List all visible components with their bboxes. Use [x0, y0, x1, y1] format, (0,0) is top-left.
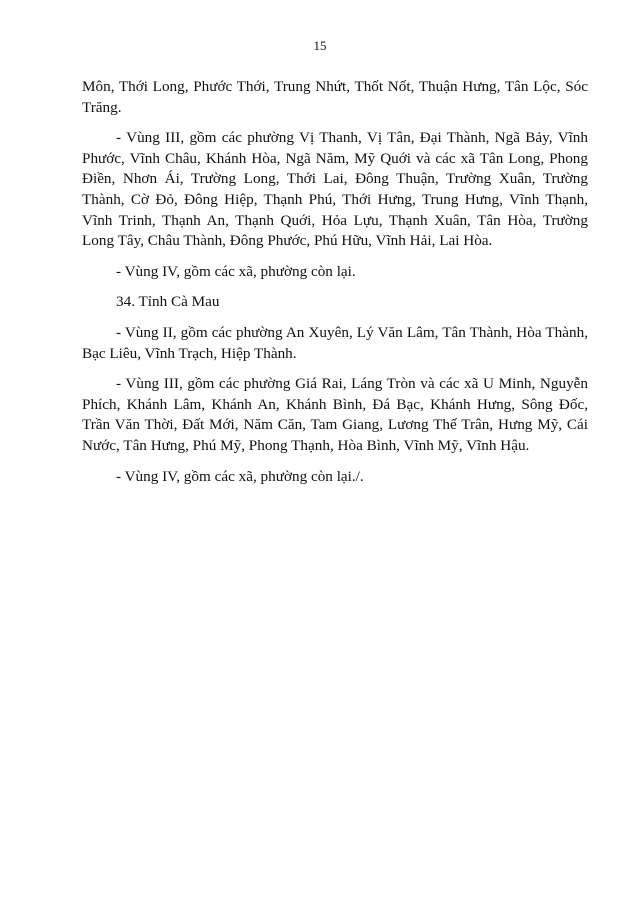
document-body	[82, 77, 588, 497]
paragraph-zone-iv-can-tho: - Vùng IV, gồm các xã, phường còn lại.	[116, 262, 356, 280]
section-heading-ca-mau: 34. Tỉnh Cà Mau	[116, 293, 220, 311]
page-number: 15	[313, 38, 327, 53]
paragraph-zone-iii-ca-mau: - Vùng III, gồm các phường Giá Rai, Láng Tròn và các xã U Minh, Nguyễn Phích, Khánh Lâm, Khánh An, Khánh Bình, Đá Bạc, Khánh Hưng, Sông Đốc, Trần Văn Thời, Đất Mới, Năm Căn, Tam Giang, Lương Thế Trân, Hưng Mỹ, Cái Nước, Tân Hưng, Phú Mỹ, Phong Thạnh, Hòa Bình, Vĩnh Mỹ, Vĩnh Hậu.	[82, 375, 588, 454]
paragraph-continuation: Môn, Thới Long, Phước Thới, Trung Nhứt, Thốt Nốt, Thuận Hưng, Tân Lộc, Sóc Trăng.	[82, 78, 588, 116]
paragraph-zone-iv-ca-mau: - Vùng IV, gồm các xã, phường còn lại./.	[116, 467, 364, 485]
paragraph-zone-ii-ca-mau: - Vùng II, gồm các phường An Xuyên, Lý Văn Lâm, Tân Thành, Hòa Thành, Bạc Liêu, Vĩnh Trạch, Hiệp Thành.	[82, 323, 588, 362]
paragraph-zone-iii-can-tho: - Vùng III, gồm các phường Vị Thanh, Vị Tân, Đại Thành, Ngã Bảy, Vĩnh Phước, Vĩnh Châu, Khánh Hòa, Ngã Năm, Mỹ Quới và các xã Tân Long, Phong Điền, Nhơn Ái, Trường Long, Thới Lai, Đông Thuận, Trường Xuân, Trường Thành, Cờ Đỏ, Đông Hiệp, Thạnh Phú, Thới Hưng, Trung Hưng, Vĩnh Thạnh, Vĩnh Trinh, Thạnh An, Thạnh Quới, Hỏa Lựu, Thạnh Xuân, Tân Hòa, Trường Long Tây, Châu Thành, Đông Phước, Phú Hữu, Vĩnh Hải, Lai Hòa.	[82, 129, 588, 250]
